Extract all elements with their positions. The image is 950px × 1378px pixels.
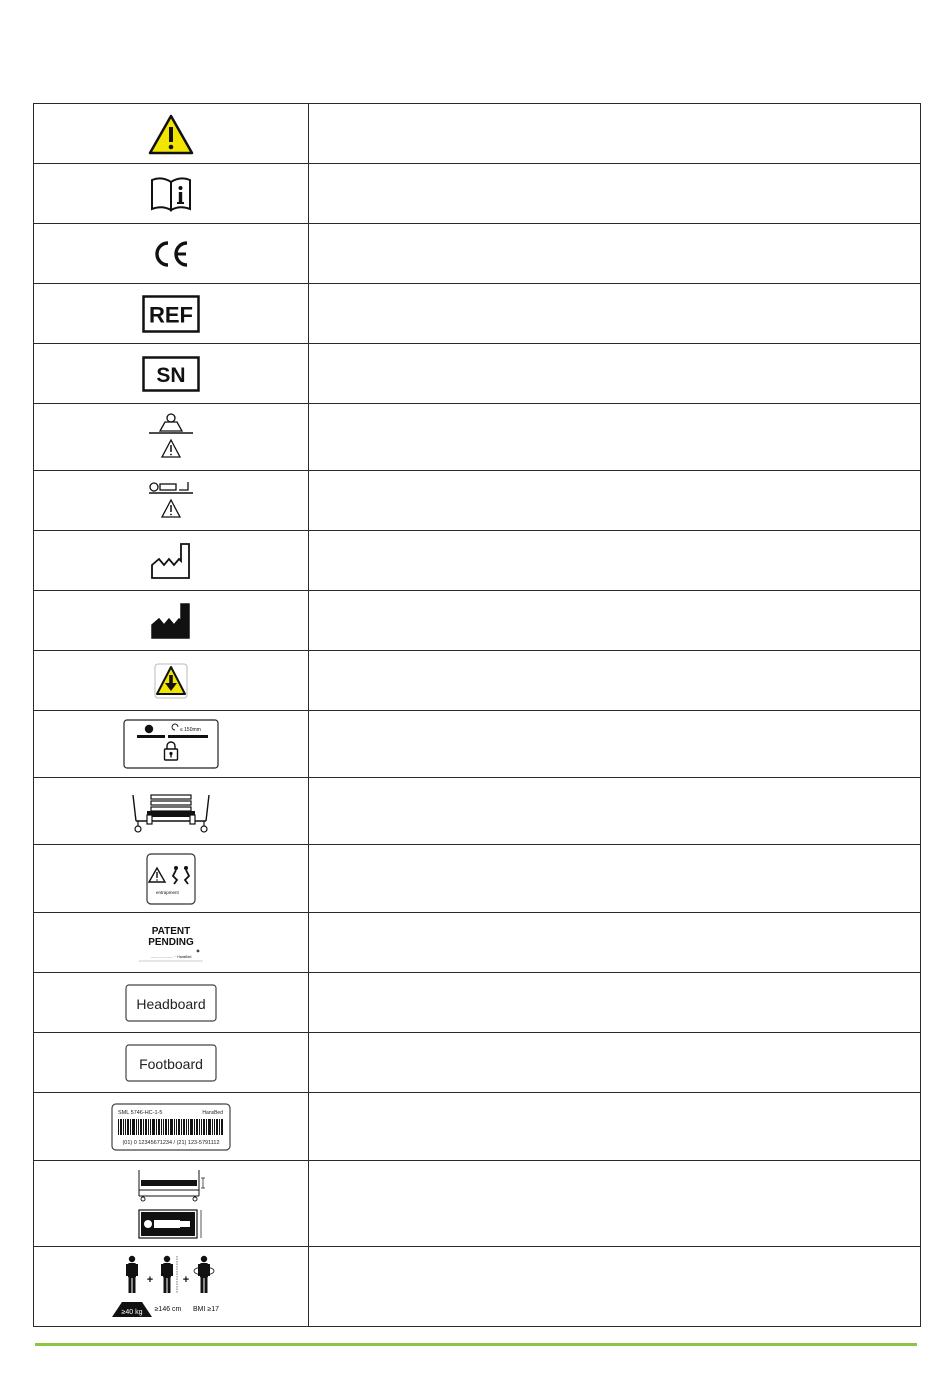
weight-requirement: ≥40 kg: [121, 1308, 143, 1316]
symbol-cell: [34, 224, 309, 284]
symbol-cell: [34, 913, 309, 973]
description-cell: [309, 1093, 921, 1161]
symbol-cell: [34, 973, 309, 1033]
symbol-cell: [34, 104, 309, 164]
consult-instructions-icon: [150, 176, 192, 212]
sn-label: SN: [156, 363, 186, 387]
footer-accent-line: [35, 1343, 917, 1346]
product-barcode-label-icon: [111, 1103, 231, 1151]
symbol-cell: [34, 1161, 309, 1247]
symbol-row-footboard: [34, 1033, 921, 1093]
symbol-row-max-patient-weight: [34, 471, 921, 531]
symbol-cell: [34, 651, 309, 711]
entrapment-label-text: entrapment: [156, 889, 179, 895]
symbol-cell: [34, 284, 309, 344]
symbol-cell: [34, 404, 309, 471]
description-cell: [309, 845, 921, 913]
manufacturer-icon: [150, 602, 192, 640]
symbol-cell: [34, 845, 309, 913]
ref-catalogue-number-icon: [142, 295, 200, 333]
description-cell: [309, 591, 921, 651]
symbols-table: [33, 103, 921, 1327]
description-cell: [309, 913, 921, 973]
symbol-cell: [34, 1093, 309, 1161]
symbol-cell: [34, 164, 309, 224]
symbol-cell: [34, 711, 309, 778]
person-height-figure: [161, 1255, 173, 1292]
patent-small-text: ........................ ·· HansBed: [150, 954, 192, 959]
bmi-requirement: BMI ≥17: [192, 1305, 220, 1313]
description-cell: [309, 104, 921, 164]
patent-pending-label-icon: [136, 922, 206, 964]
description-cell: [309, 531, 921, 591]
serial-number-icon: [142, 356, 200, 392]
patent-label-line2: PENDING: [148, 936, 194, 948]
patient-requirements-icon: [108, 1255, 234, 1319]
description-cell: [309, 778, 921, 845]
svg-text:+: +: [182, 1273, 190, 1286]
max-patient-weight-icon: [145, 481, 197, 521]
barcode-brand: HansBed: [202, 1109, 223, 1116]
symbol-row-manufacturer: [34, 591, 921, 651]
description-cell: [309, 471, 921, 531]
date-of-manufacture-icon: [150, 542, 192, 580]
general-warning-icon: [148, 113, 194, 155]
footboard-label: Footboard: [139, 1055, 203, 1072]
barcode-line1: SML 5746-HC-1-5: [118, 1109, 163, 1116]
description-cell: [309, 344, 921, 404]
bed-side-rail-icon: [131, 787, 211, 835]
ce-mark-icon: [151, 239, 191, 269]
symbol-row-entrapment: [34, 845, 921, 913]
symbol-cell: [34, 1033, 309, 1093]
footboard-label-icon: [125, 1044, 217, 1082]
description-cell: [309, 1033, 921, 1093]
mattress-thickness-label: ≤ 150mm: [180, 727, 201, 733]
description-cell: [309, 711, 921, 778]
symbol-cell: [34, 344, 309, 404]
description-cell: [309, 284, 921, 344]
symbol-row-mattress-lock: [34, 711, 921, 778]
height-requirement: ≥146 cm: [154, 1305, 182, 1313]
description-cell: [309, 1247, 921, 1327]
symbol-row-mattress-dimension: [34, 1161, 921, 1247]
symbol-row-bed-side-rail: [34, 778, 921, 845]
symbol-row-warning: [34, 104, 921, 164]
symbol-row-sn: [34, 344, 921, 404]
symbol-cell: [34, 778, 309, 845]
symbol-row-barcode: [34, 1093, 921, 1161]
symbol-row-headboard: [34, 973, 921, 1033]
description-cell: [309, 224, 921, 284]
person-weight-figure: [126, 1255, 138, 1292]
description-cell: [309, 164, 921, 224]
headboard-label: Headboard: [136, 995, 206, 1012]
symbol-row-ref: [34, 284, 921, 344]
symbol-cell: [34, 1247, 309, 1327]
symbol-cell: [34, 591, 309, 651]
description-cell: [309, 651, 921, 711]
symbol-row-ce: [34, 224, 921, 284]
svg-text:◉: ◉: [196, 947, 200, 953]
symbol-cell: [34, 531, 309, 591]
mattress-dimension-icon: [135, 1166, 207, 1242]
symbol-row-patent-pending: [34, 913, 921, 973]
crush-hazard-icon: [154, 663, 188, 699]
barcode-line2: (01) 0 12345671234 / (21) 123-5791112: [122, 1139, 220, 1146]
ref-label: REF: [149, 302, 193, 327]
symbol-row-instructions: [34, 164, 921, 224]
symbol-row-date-of-manufacture: [34, 531, 921, 591]
entrapment-warning-label-icon: [146, 853, 196, 905]
safe-working-load-icon: [145, 413, 197, 461]
symbol-row-patient-requirements: [34, 1247, 921, 1327]
description-cell: [309, 404, 921, 471]
mattress-lock-label-icon: [123, 719, 219, 769]
description-cell: [309, 973, 921, 1033]
symbol-row-crush-hazard: [34, 651, 921, 711]
svg-text:+: +: [146, 1273, 154, 1286]
patent-label-line1: PATENT: [151, 925, 191, 937]
headboard-label-icon: [125, 984, 217, 1022]
symbol-cell: [34, 471, 309, 531]
description-cell: [309, 1161, 921, 1247]
symbol-row-safe-working-load: [34, 404, 921, 471]
